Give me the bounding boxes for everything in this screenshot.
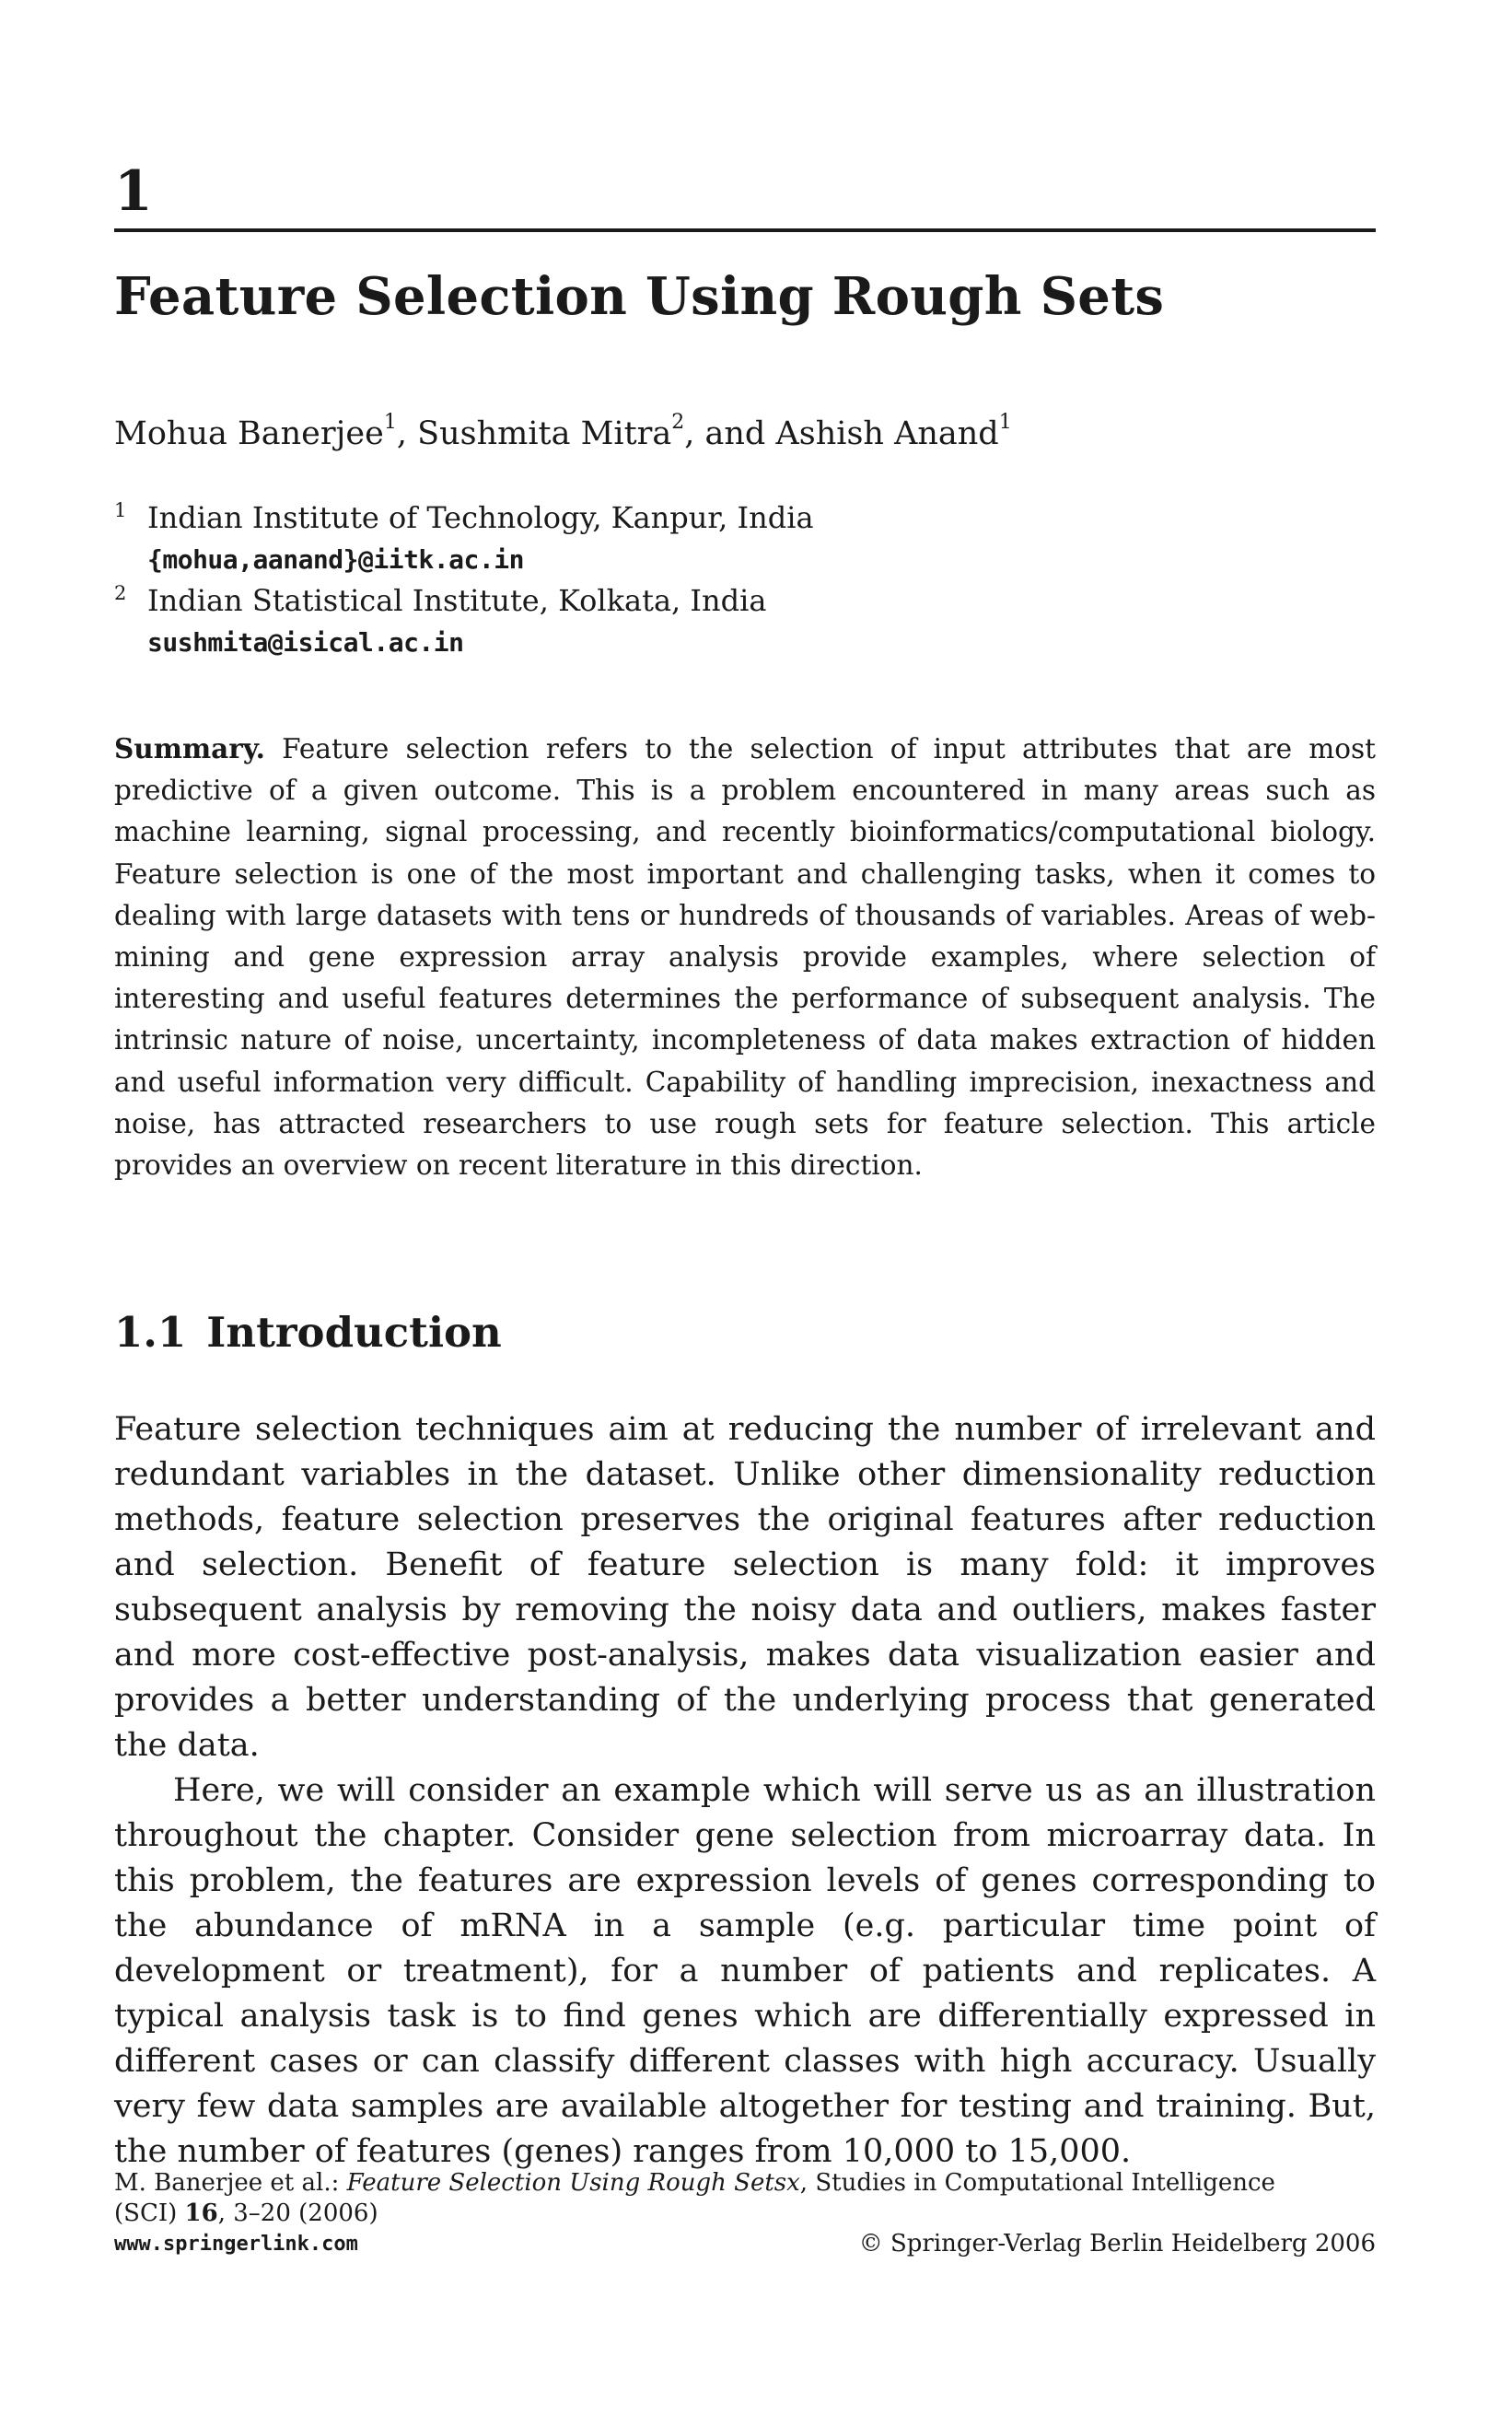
author-name: Ashish Anand <box>775 415 999 452</box>
affiliation-email[interactable]: {mohua,aanand}@iitk.ac.in <box>147 544 524 575</box>
copyright-notice: © Springer-Verlag Berlin Heidelberg 2006 <box>858 2230 1376 2258</box>
citation-series-abbrev: (SCI) <box>114 2199 178 2227</box>
citation-footer <box>114 2168 1376 2259</box>
affiliation-number: 1 <box>114 499 127 521</box>
citation-line <box>114 2168 1376 2199</box>
section-title: Introduction <box>206 1308 502 1357</box>
citation-authors: M. Banerjee et al.: <box>114 2169 340 2197</box>
author-affiliation-mark: 1 <box>383 411 397 434</box>
citation-line <box>114 2199 1376 2229</box>
chapter-rule <box>114 228 1376 232</box>
author-separator: , <box>396 415 418 452</box>
introduction-body <box>114 1407 1376 2175</box>
author-separator: , and <box>684 415 776 452</box>
summary-label: Summary. <box>114 732 265 764</box>
affiliation-item <box>114 497 814 580</box>
citation-volume: 16 <box>184 2199 218 2227</box>
body-paragraph: Here, we will consider an example which will serve us as an illustration throughout the chapter. Consider gene selection from microarray data. In this problem, the features are expression levels of genes corresponding to the abundance of mRNA in a sample (e.g. particular time point of development or treatment), for a number of patients and replicates. A typical analysis task is to find genes which are differentially expressed in different cases or can classify different classes with high accuracy. Usually very few data samples are available altogether for testing and training. But, the number of features (genes) ranges from 10,000 to 15,000. <box>114 1772 1376 2170</box>
citation-pages: , 3–20 (2006) <box>217 2199 378 2227</box>
section-heading <box>114 1308 502 1357</box>
citation-line <box>114 2229 1376 2259</box>
citation-title: Feature Selection Using Rough Setsx <box>346 2169 800 2197</box>
author-name: Mohua Banerjee <box>114 415 384 452</box>
affiliation-institution: Indian Statistical Institute, Kolkata, India <box>147 583 767 618</box>
citation-series: , Studies in Computational Intelligence <box>799 2169 1275 2197</box>
summary-abstract <box>114 728 1376 1186</box>
chapter-title: Feature Selection Using Rough Sets <box>114 266 1165 327</box>
affiliation-email[interactable]: sushmita@isical.ac.in <box>147 627 464 658</box>
publisher-url-link[interactable]: www.springerlink.com <box>114 2233 358 2256</box>
author-affiliation-mark: 1 <box>998 411 1012 434</box>
section-number: 1.1 <box>114 1308 187 1357</box>
affiliation-institution: Indian Institute of Technology, Kanpur, India <box>147 500 814 535</box>
chapter-number: 1 <box>114 159 153 224</box>
summary-text: Feature selection refers to the selection of input attributes that are most predictive of a given outcome. This is a problem encountered in many areas such as machine learning, signal processing, and recently bioinformatics/computational biology. Feature selection is one of the most important and challenging tasks, when it comes to dealing with large datasets with tens or hundreds of thousands of variables. Areas of web-mining and gene expression array analysis provide examples, where selection of interesting and useful features determines the performance of subsequent analysis. The intrinsic nature of noise, uncertainty, incompleteness of data makes extraction of hidden and useful information very difficult. Capability of handling imprecision, inexactness and noise, has attracted researchers to use rough sets for feature selection. This article provides an overview on recent literature in this direction. <box>114 733 1376 1182</box>
affiliation-item <box>114 580 814 663</box>
affiliation-number: 2 <box>114 582 127 604</box>
author-name: Sushmita Mitra <box>417 415 672 452</box>
author-affiliation-mark: 2 <box>671 411 685 434</box>
author-list <box>114 411 1012 453</box>
body-paragraph: Feature selection techniques aim at reducing the number of irrelevant and redundant variables in the dataset. Unlike other dimensionality reduction methods, feature selection preserves the original features after reduction and selection. Benefit of feature selection is many fold: it improves subsequent analysis by removing the noisy data and outliers, makes faster and more cost-effective post-analysis, makes data visualization easier and provides a better understanding of the underlying process that generated the data. <box>114 1411 1376 1764</box>
affiliation-list <box>114 497 814 663</box>
